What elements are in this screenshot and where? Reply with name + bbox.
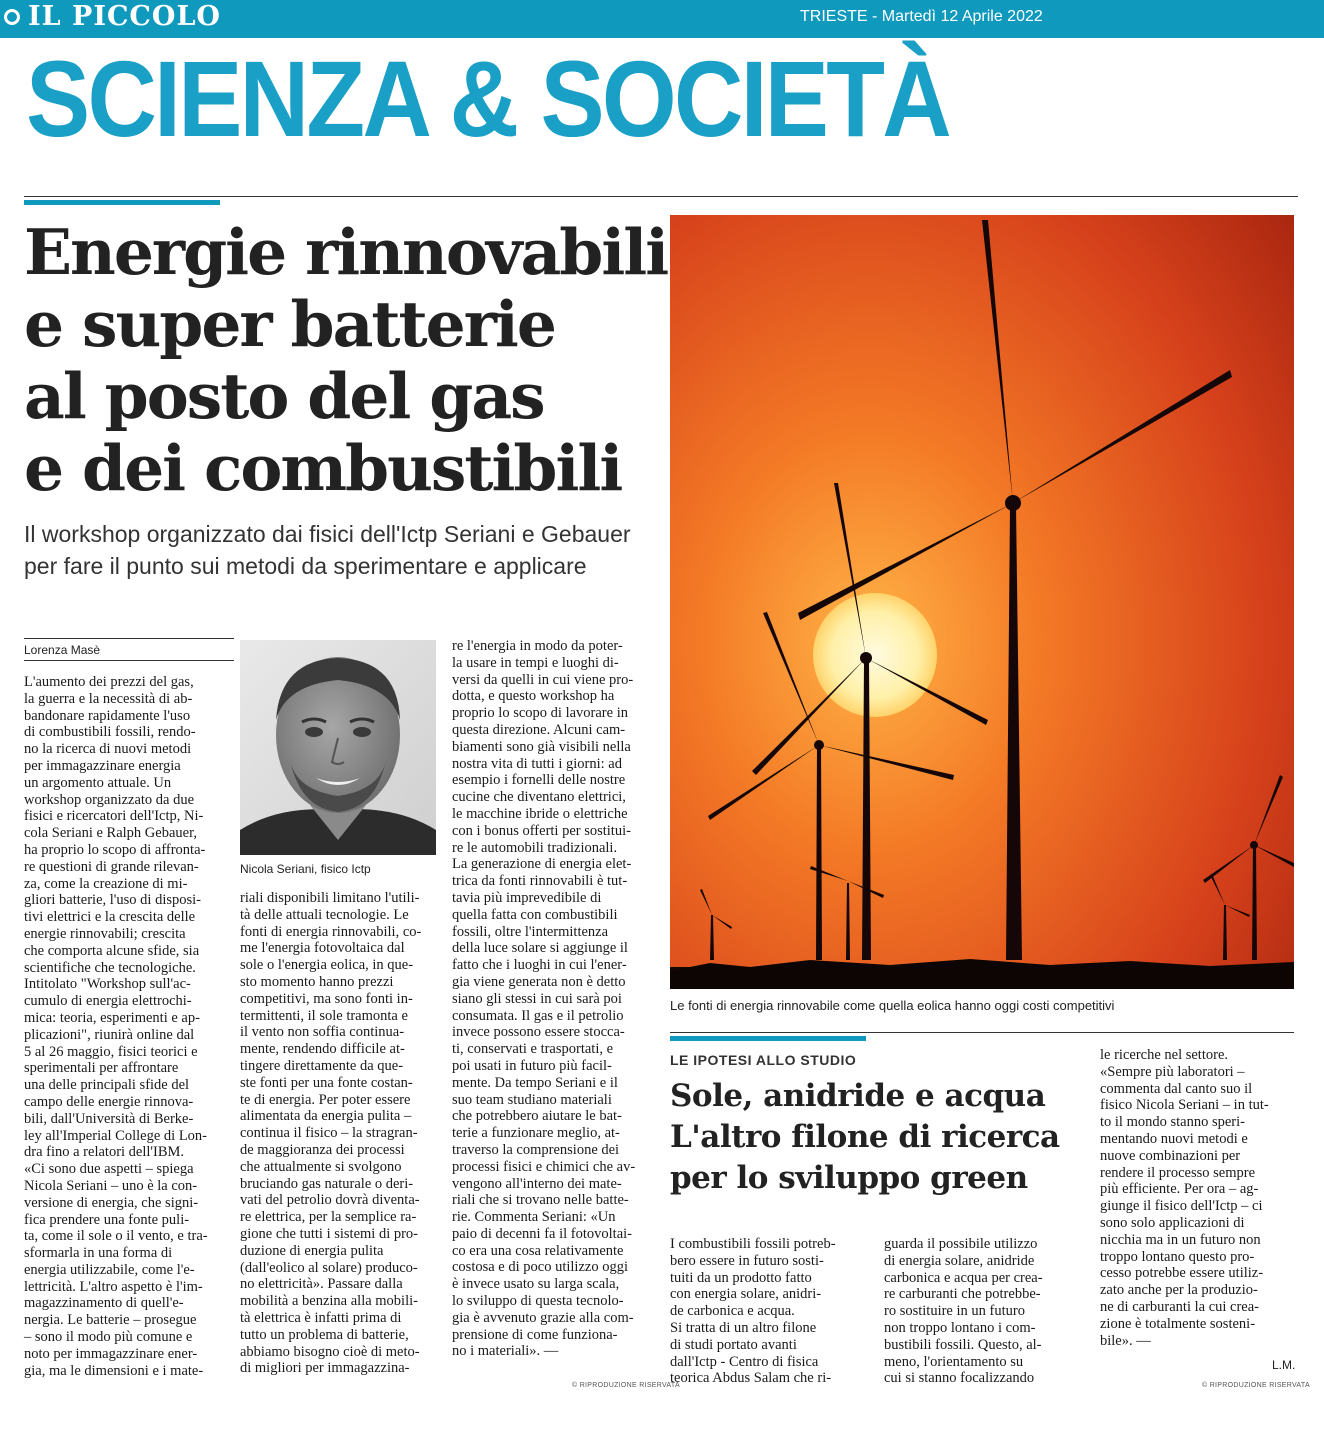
text-line: tingere direttamente da que-	[240, 1057, 404, 1074]
text-line: troppo lontano questo pro-	[1100, 1248, 1255, 1265]
text-line: siano gli stessi in cui sarà poi	[452, 990, 622, 1007]
text-line: ta, come il sole o il vento, e tra-	[24, 1228, 208, 1245]
text-line: il vento non soffia continua-	[240, 1024, 405, 1041]
text-line: versi da quelli in cui viene pro-	[452, 671, 634, 688]
text-line: re questioni di grande rilevan-	[24, 858, 199, 875]
text-line: za, come la creazione di mi-	[24, 875, 188, 892]
text-line: (dall'eolico al solare) produco-	[240, 1259, 418, 1276]
text-line: sto momento hanno prezzi	[240, 973, 394, 990]
text-line: riali che si trovano nelle batte-	[452, 1192, 629, 1209]
headline-line: al posto del gas	[24, 359, 544, 433]
text-line: gia, ma le dimensioni e i mate-	[24, 1362, 204, 1379]
text-line: fica prendere una fonte puli-	[24, 1211, 190, 1228]
text-line: ley all'Imperial College di Lon-	[24, 1127, 207, 1144]
copyright-notice: © RIPRODUZIONE RISERVATA	[1202, 1382, 1310, 1389]
text-line: sperimentali per affrontare	[24, 1060, 179, 1077]
text-line: «Sempre più laboratori –	[1100, 1063, 1245, 1080]
text-line: nergia. Le batterie – prosegue	[24, 1312, 197, 1329]
text-line: di studi portato avanti	[670, 1336, 797, 1353]
text-line: Intitolato "Workshop sull'ac-	[24, 976, 191, 993]
text-line: poi usati in futuro più facil-	[452, 1057, 612, 1074]
article-headline	[24, 215, 668, 505]
sidebar-headline-line: L'altro filone di ricerca	[670, 1119, 1060, 1155]
text-line: bruciando gas naturale o deri-	[240, 1175, 414, 1192]
text-line: che potrebbero aiutare le bat-	[452, 1108, 622, 1125]
text-line: abbiamo bisogno cioè di meto-	[240, 1343, 420, 1360]
text-line: tavia più imprevedibile di	[452, 889, 602, 906]
text-line: mobilità a benzina alla mobili-	[240, 1293, 418, 1310]
text-line: rie. Commenta Seriani: «Un	[452, 1209, 616, 1226]
text-line: L'aumento dei prezzi del gas,	[24, 674, 194, 690]
text-line: biamenti sono già visibili nella	[452, 738, 631, 755]
text-line: Si tratta di un altro filone	[670, 1319, 817, 1336]
text-line: re carburanti che potrebbe-	[884, 1286, 1041, 1303]
text-line: di combustibili fossili, rendo-	[24, 724, 196, 741]
text-line: Nicola Seriani – uno è la con-	[24, 1177, 198, 1194]
logo-text: IL PICCOLO	[28, 1, 221, 32]
text-line: bustibili fossili. Questo, al-	[884, 1336, 1042, 1353]
text-line: te di energia. Per poter essere	[240, 1091, 411, 1108]
text-line: La generazione di energia elet-	[452, 856, 632, 873]
text-line: versione di energia, che signi-	[24, 1194, 199, 1211]
text-line: traverso la comprensione dei	[452, 1141, 620, 1158]
text-line: proprio lo scopo di lavorare in	[452, 705, 628, 722]
sidebar-divider	[670, 1032, 1294, 1033]
text-line: energia utilizzabile, come l'e-	[24, 1261, 195, 1278]
text-line: teorica Abdus Salam che ri-	[670, 1370, 832, 1387]
text-line: ha proprio lo scopo di affronta-	[24, 841, 206, 858]
text-line: prensione di come funziona-	[452, 1326, 618, 1343]
sidebar-column-3	[1100, 1047, 1296, 1349]
text-line: di migliori per immagazzina-	[240, 1360, 410, 1377]
text-line: gia è avvenuto grazie alla com-	[452, 1309, 634, 1326]
text-line: co era una cosa relativamente	[452, 1242, 624, 1259]
text-line: fisici e ricercatori dell'Ictp, Ni-	[24, 808, 204, 825]
text-line: tuiti da un prodotto fatto	[670, 1269, 812, 1286]
text-line: no elettricità». Passare dalla	[240, 1276, 403, 1293]
text-line: più efficiente. Per ora – ag-	[1100, 1181, 1259, 1198]
article-column-2	[240, 890, 436, 1377]
article-column-3	[452, 638, 652, 1360]
text-line: duzione di energia pulita	[240, 1242, 384, 1259]
text-line: I combustibili fossili potreb-	[670, 1236, 836, 1252]
text-line: sono solo applicazioni di	[1100, 1214, 1245, 1231]
headline-line: e dei combustibili	[24, 431, 622, 505]
text-line: cui si stanno focalizzando	[884, 1370, 1035, 1387]
text-line: processi fisici e chimici che av-	[452, 1158, 636, 1175]
text-line: de carbonica e acqua.	[670, 1303, 795, 1320]
text-line: tutto un problema di batterie,	[240, 1326, 409, 1343]
text-line: quella fatta con combustibili	[452, 906, 618, 923]
text-line: costosa e di poco utilizzo oggi	[452, 1259, 628, 1276]
text-line: paio di decenni fa il fotovoltai-	[452, 1225, 632, 1242]
text-line: non troppo lontano i com-	[884, 1319, 1036, 1336]
text-line: terie a funzionare meglio, at-	[452, 1125, 620, 1142]
text-line: fatto che i luoghi in cui l'ener-	[452, 957, 627, 974]
text-line: «Ci sono due aspetti – spiega	[24, 1161, 194, 1178]
text-line: guarda il possibile utilizzo	[884, 1236, 1038, 1252]
text-line: dall'Ictp - Centro di fisica	[670, 1353, 819, 1370]
newspaper-logo	[4, 1, 221, 32]
text-line: tivi elettrici e la crescita delle	[24, 909, 196, 926]
text-line: nuove combinazioni per	[1100, 1147, 1241, 1164]
text-line: campo delle energie rinnova-	[24, 1093, 194, 1110]
text-line: con energia solare, anidri-	[670, 1286, 822, 1303]
text-line: scientifiche che tecnologiche.	[24, 959, 196, 976]
text-line: mente. Da tempo Seriani e il	[452, 1074, 618, 1091]
text-line: che attualmente si svolgono	[240, 1158, 402, 1175]
subhead-line: Il workshop organizzato dai fisici dell'Ictp Seriani e Gebauer	[24, 521, 631, 547]
text-line: sole o l'energia eolica, in que-	[240, 957, 414, 974]
headline-line: e super batterie	[24, 287, 555, 361]
text-line: sformarla in una forma di	[24, 1245, 173, 1262]
text-line: mentando nuovi metodi e	[1100, 1130, 1248, 1147]
text-line: to il mondo stanno speri-	[1100, 1114, 1245, 1131]
text-line: no la ricerca di nuovi metodi	[24, 741, 192, 758]
text-line: tà delle attuali tecnologie. Le	[240, 906, 409, 923]
text-line: magazzinamento di quell'e-	[24, 1295, 184, 1312]
sidebar-accent-bar	[670, 1036, 866, 1041]
sidebar-signature: L.M.	[1272, 1358, 1296, 1372]
text-line: è invece usato su larga scala,	[452, 1276, 620, 1293]
text-line: carbonica e acqua per crea-	[884, 1269, 1043, 1286]
sidebar-column-1	[670, 1236, 866, 1387]
text-line: re le automobili tradizionali.	[452, 839, 618, 856]
text-line: le macchine ibride o elettriche	[452, 805, 628, 822]
text-line: vengono all'interno dei mate-	[452, 1175, 622, 1192]
text-line: la usare in tempi e luoghi di-	[452, 654, 619, 671]
headshot-caption: Nicola Seriani, fisico Ictp	[240, 862, 371, 876]
dateline: TRIESTE - Martedì 12 Aprile 2022	[800, 8, 1043, 25]
headshot-photo	[240, 640, 436, 855]
photo-caption: Le fonti di energia rinnovabile come quella eolica hanno oggi costi competitivi	[670, 998, 1115, 1013]
text-line: lo sviluppo di questa tecnolo-	[452, 1293, 624, 1310]
copyright-notice: © RIPRODUZIONE RISERVATA	[572, 1382, 680, 1389]
text-line: ste fonti per una fonte costan-	[240, 1074, 413, 1091]
section-accent-bar	[24, 200, 220, 205]
text-line: cucine che diventano elettrici,	[452, 789, 626, 806]
portrait-image	[240, 640, 436, 855]
text-line: tà elettrica è infatti prima di	[240, 1309, 402, 1326]
text-line: de maggioranza dei processi	[240, 1141, 405, 1158]
text-line: no i materiali». —	[452, 1343, 559, 1360]
section-divider	[24, 196, 1298, 197]
text-line: gliori batterie, l'uso di disposi-	[24, 892, 201, 909]
text-line: invece possono essere stocca-	[452, 1024, 625, 1041]
sidebar-column-2	[884, 1236, 1082, 1387]
text-line: di energia solare, anidride	[884, 1252, 1035, 1269]
text-line: per immagazzinare energia	[24, 757, 181, 774]
text-line: trica da fonti rinnovabili è tut-	[452, 873, 628, 890]
text-line: gione che tutti i sistemi di pro-	[240, 1225, 419, 1242]
text-line: termittenti, il sole tramonta e	[240, 1007, 408, 1024]
text-line: gia viene generata non è detto	[452, 973, 626, 990]
text-line: cola Seriani e Ralph Gebauer,	[24, 825, 197, 842]
text-line: commenta dal canto suo il	[1100, 1080, 1253, 1097]
byline: Lorenza Masè	[24, 643, 101, 657]
sidebar-headline	[670, 1076, 1090, 1199]
text-line: continua il fisico – la stragran-	[240, 1125, 418, 1142]
text-line: plicazioni", riunirà online dal	[24, 1026, 195, 1043]
text-line: un argomento attuale. Un	[24, 774, 172, 791]
text-line: esempio i fornelli delle nostre	[452, 772, 626, 789]
wind-turbines-photo	[670, 215, 1294, 989]
text-line: competitivi, ma sono fonti in-	[240, 990, 413, 1007]
sidebar-kicker: LE IPOTESI ALLO STUDIO	[670, 1052, 857, 1068]
article-subhead	[24, 518, 664, 582]
text-line: consumata. Il gas e il petrolio	[452, 1007, 624, 1024]
sidebar-headline-line: Sole, anidride e acqua	[670, 1078, 1046, 1114]
text-line: fossili, oltre l'intermittenza	[452, 923, 609, 940]
text-line: la guerra e la necessità di ab-	[24, 690, 193, 707]
text-line: vati del petrolio dovrà diventa-	[240, 1192, 420, 1209]
text-line: bero essere in futuro sosti-	[670, 1252, 824, 1269]
byline-rule	[24, 660, 234, 661]
text-line: bandonare rapidamente l'uso	[24, 707, 191, 724]
text-line: suo team studiano materiali	[452, 1091, 612, 1108]
text-line: ne di carburanti la cui crea-	[1100, 1298, 1260, 1315]
text-line: una delle principali sfide del	[24, 1077, 190, 1094]
text-line: mica: teoria, esperimenti e ap-	[24, 1009, 200, 1026]
sunset-turbines-image	[670, 215, 1294, 989]
byline-rule	[24, 638, 234, 639]
text-line: con i bonus offerti per sostitui-	[452, 822, 631, 839]
text-line: noto per immagazzinare ener-	[24, 1345, 198, 1362]
text-line: cumulo di energia elettrochi-	[24, 993, 192, 1010]
text-line: – sono il modo più comune e	[24, 1329, 193, 1346]
text-line: alimentata da energia pulita –	[240, 1108, 412, 1125]
logo-circle-icon	[4, 9, 20, 25]
text-line: bili, dall'Università di Berke-	[24, 1110, 194, 1127]
subhead-line: per fare il punto sui metodi da sperimentare e applicare	[24, 553, 587, 579]
masthead-bar	[0, 0, 1324, 38]
text-line: meno, l'orientamento su	[884, 1353, 1024, 1370]
text-line: zione è totalmente sosteni-	[1100, 1315, 1256, 1332]
text-line: dra fino a relatori dell'IBM.	[24, 1144, 185, 1161]
text-line: 5 al 26 maggio, fisici teorici e	[24, 1043, 198, 1060]
text-line: fonti di energia rinnovabili, co-	[240, 923, 422, 940]
text-line: lettricità. L'altro aspetto è l'im-	[24, 1278, 203, 1295]
text-line: workshop organizzato da due	[24, 791, 195, 808]
sidebar-headline-line: per lo sviluppo green	[670, 1160, 1028, 1196]
text-line: della luce solare si aggiunge il	[452, 940, 628, 957]
article-column-1	[24, 674, 224, 1379]
text-line: cesso potrebbe essere utiliz-	[1100, 1265, 1264, 1282]
text-line: me l'energia fotovoltaica dal	[240, 940, 405, 957]
text-line: re l'energia in modo da poter-	[452, 638, 623, 654]
text-line: riali disponibili limitano l'utili-	[240, 890, 420, 906]
text-line: fisico Nicola Seriani – in tut-	[1100, 1097, 1269, 1114]
text-line: questa direzione. Alcuni cam-	[452, 721, 626, 738]
text-line: nicchia ma in un futuro non	[1100, 1231, 1261, 1248]
text-line: re elettrica, per la semplice ra-	[240, 1209, 417, 1226]
text-line: che comporta alcune sfide, sia	[24, 942, 200, 959]
text-line: rendere il processo sempre	[1100, 1164, 1256, 1181]
text-line: nostra vita di tutti i giorni: ad	[452, 755, 622, 772]
text-line: giunge il fisico dell'Ictp – ci	[1100, 1198, 1263, 1215]
text-line: le ricerche nel settore.	[1100, 1047, 1229, 1063]
section-title: SCIENZA & SOCIETÀ	[26, 38, 949, 159]
text-line: ro sostituire in un futuro	[884, 1303, 1025, 1320]
text-line: bile». —	[1100, 1332, 1151, 1349]
text-line: mente, rendendo difficile at-	[240, 1041, 405, 1058]
text-line: zato anche per la produzio-	[1100, 1282, 1258, 1299]
text-line: energie rinnovabili; crescita	[24, 925, 186, 942]
text-line: ti, conservati e trasportati, e	[452, 1041, 614, 1058]
text-line: dotta, e questo workshop ha	[452, 688, 615, 705]
headline-line: Energie rinnovabili	[24, 215, 668, 289]
